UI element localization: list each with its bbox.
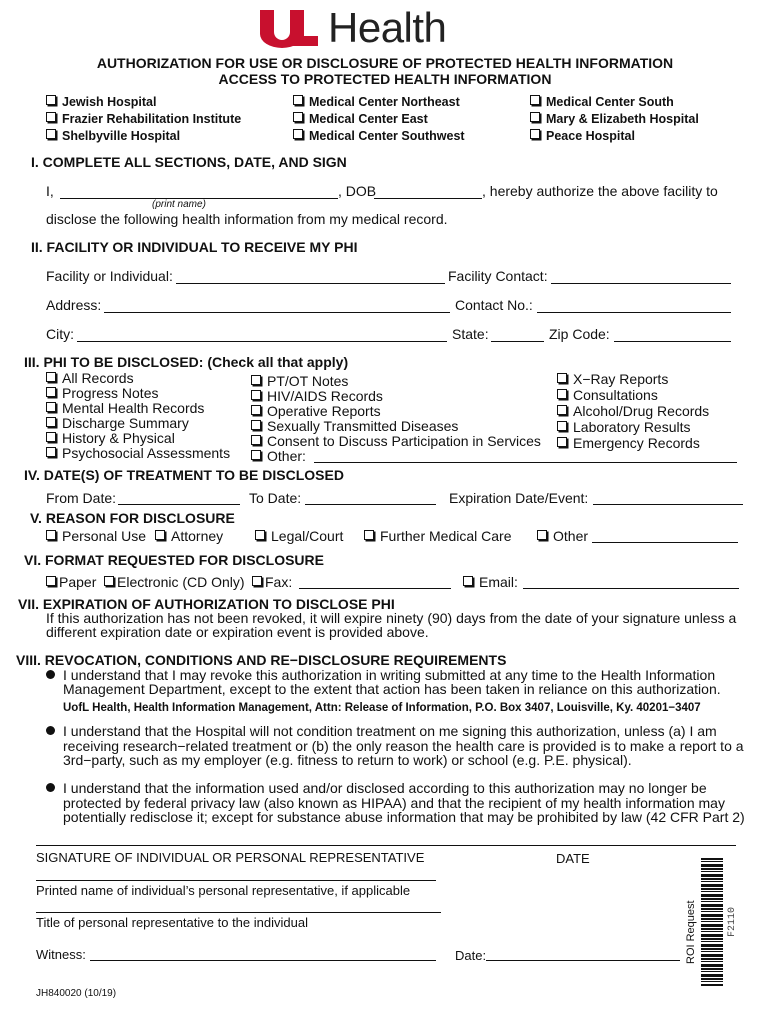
from-date-label: From Date:	[46, 490, 117, 506]
format-email[interactable]: Email:	[463, 574, 518, 590]
checkbox-icon[interactable]	[251, 450, 261, 460]
facility-option[interactable]: Mary & Elizabeth Hospital	[530, 111, 699, 128]
phi-option[interactable]: History & Physical	[46, 431, 230, 446]
facility-column-2	[293, 94, 465, 145]
reason-option[interactable]: Attorney	[155, 528, 223, 544]
checkbox-icon[interactable]	[46, 402, 56, 412]
section-7-heading: VII. EXPIRATION OF AUTHORIZATION TO DISCLOSE PHI	[18, 596, 395, 612]
expiration-text-line2: different expiration date or expiration event is provided above.	[46, 624, 429, 640]
signature-field[interactable]	[36, 845, 736, 846]
barcode-icon	[701, 858, 723, 986]
printed-name-field[interactable]	[36, 880, 436, 881]
checkbox-icon[interactable]	[557, 421, 567, 431]
checkbox-icon[interactable]	[155, 530, 165, 540]
facility-column-1	[46, 94, 241, 145]
section-4-heading: IV. DATE(S) OF TREATMENT TO BE DISCLOSED	[24, 467, 344, 483]
phi-option[interactable]: Mental Health Records	[46, 401, 230, 416]
facility-contact-field[interactable]	[551, 283, 731, 284]
signature-label: SIGNATURE OF INDIVIDUAL OR PERSONAL REPRESENTATIVE	[36, 850, 425, 865]
phi-column-2	[251, 374, 541, 464]
checkbox-icon[interactable]	[364, 530, 374, 540]
phi-option[interactable]: Other:	[251, 449, 541, 464]
state-label: State:	[452, 326, 489, 342]
checkbox-icon[interactable]	[46, 112, 56, 122]
phi-option[interactable]: PT/OT Notes	[251, 374, 541, 389]
facility-option[interactable]: Jewish Hospital	[46, 94, 241, 111]
checkbox-icon[interactable]	[46, 432, 56, 442]
phi-option[interactable]: Alcohol/Drug Records	[557, 403, 709, 419]
phi-option[interactable]: Discharge Summary	[46, 416, 230, 431]
svg-text:OF: OF	[275, 31, 287, 40]
format-fax[interactable]: Fax:	[252, 574, 292, 590]
contact-no-field[interactable]	[537, 312, 731, 313]
address-label: Address:	[46, 297, 102, 313]
checkbox-icon[interactable]	[530, 129, 540, 139]
phi-column-1	[46, 371, 230, 461]
representative-title-field[interactable]	[36, 912, 441, 913]
format-electronic[interactable]: Electronic (CD Only)	[104, 574, 245, 590]
checkbox-icon[interactable]	[255, 530, 265, 540]
witness-date-field[interactable]	[486, 960, 680, 961]
checkbox-icon[interactable]	[252, 576, 262, 586]
printed-name-label: Printed name of individual’s personal representative, if applicable	[36, 883, 411, 898]
checkbox-icon[interactable]	[46, 372, 56, 382]
checkbox-icon[interactable]	[463, 576, 473, 586]
checkbox-icon[interactable]	[537, 530, 547, 540]
section-3-heading: III. PHI TO BE DISCLOSED: (Check all that apply)	[24, 354, 349, 370]
phi-option[interactable]: Emergency Records	[557, 435, 709, 451]
him-address: UofL Health, Health Information Management, Attn: Release of Information, P.O. Box 3407, Louisville, Ky. 40201−3407	[63, 702, 701, 714]
phi-option[interactable]: All Records	[46, 371, 230, 386]
checkbox-icon[interactable]	[251, 420, 261, 430]
facility-option[interactable]: Medical Center Northeast	[293, 94, 465, 111]
to-date-label: To Date:	[249, 490, 302, 506]
checkbox-icon[interactable]	[251, 405, 261, 415]
dob-label: , DOB	[338, 183, 377, 199]
phi-option[interactable]: Laboratory Results	[557, 419, 709, 435]
i-label: I,	[46, 183, 54, 199]
checkbox-icon[interactable]	[46, 417, 56, 427]
redisclosure-bullet-3: I understand that the information used and/or disclosed according to this authorization may no longer be	[46, 780, 707, 796]
phi-option[interactable]: Operative Reports	[251, 404, 541, 419]
phi-option[interactable]: X−Ray Reports	[557, 371, 709, 387]
phi-option[interactable]: Psychosocial Assessments	[46, 446, 230, 461]
checkbox-icon[interactable]	[293, 112, 303, 122]
checkbox-icon[interactable]	[46, 387, 56, 397]
checkbox-icon[interactable]	[557, 405, 567, 415]
phi-option[interactable]: Consultations	[557, 387, 709, 403]
facility-option[interactable]: Peace Hospital	[530, 128, 699, 145]
authorize-text: , hereby authorize the above facility to	[482, 183, 718, 199]
facility-option[interactable]: Medical Center East	[293, 111, 465, 128]
state-field[interactable]	[491, 341, 544, 342]
reason-other-field[interactable]	[592, 542, 738, 543]
facility-column-3	[530, 94, 699, 145]
contact-no-label: Contact No.:	[455, 297, 533, 313]
phi-option[interactable]: Consent to Discuss Participation in Services	[251, 434, 541, 449]
city-label: City:	[46, 326, 74, 342]
phi-option[interactable]: Sexually Transmitted Diseases	[251, 419, 541, 434]
reason-option[interactable]: Other	[537, 528, 588, 544]
expiration-text-line1: If this authorization has not been revoked, it will expire ninety (90) days from the date of your signature unless a	[46, 610, 737, 626]
uofl-logo-mark	[258, 8, 320, 48]
checkbox-icon[interactable]	[104, 576, 114, 586]
dob-field[interactable]	[374, 198, 482, 199]
witness-label: Witness:	[36, 947, 86, 962]
checkbox-icon[interactable]	[530, 112, 540, 122]
checkbox-icon[interactable]	[557, 373, 567, 383]
representative-title-label: Title of personal representative to the individual	[36, 915, 308, 930]
section-1-heading: I. COMPLETE ALL SECTIONS, DATE, AND SIGN	[31, 154, 347, 170]
section-8-heading: VIII. REVOCATION, CONDITIONS AND RE−DISCLOSURE REQUIREMENTS	[16, 652, 507, 668]
revocation-bullet-1: I understand that I may revoke this authorization in writing submitted at any time to the Health Information	[46, 667, 715, 683]
facility-option[interactable]: Shelbyville Hospital	[46, 128, 241, 145]
bullet-icon	[46, 670, 55, 679]
witness-field[interactable]	[90, 960, 436, 961]
signature-date-label: DATE	[556, 851, 590, 866]
phi-other-field[interactable]	[314, 462, 737, 463]
from-date-field[interactable]	[118, 504, 240, 505]
facility-option[interactable]: Medical Center South	[530, 94, 699, 111]
logo-text: Health	[328, 4, 447, 51]
form-title: AUTHORIZATION FOR USE OR DISCLOSURE OF PROTECTED HEALTH INFORMATION	[96, 55, 674, 71]
checkbox-icon[interactable]	[293, 129, 303, 139]
reason-option[interactable]: Personal Use	[46, 528, 146, 544]
checkbox-icon[interactable]	[46, 447, 56, 457]
form-code: F2110	[727, 906, 738, 937]
expiration-label: Expiration Date/Event:	[449, 490, 589, 506]
checkbox-icon[interactable]	[251, 435, 261, 445]
fax-field[interactable]	[299, 588, 451, 589]
phi-option[interactable]: HIV/AIDS Records	[251, 389, 541, 404]
print-name-caption: (print name)	[152, 199, 206, 210]
format-paper[interactable]: Paper	[46, 574, 96, 590]
checkbox-icon[interactable]	[293, 95, 303, 105]
condition-bullet-2-cont2: 3rd−party, such as my employer (e.g. fitness to return to work) or school (e.g. P.E. physical).	[63, 752, 632, 768]
condition-bullet-2-cont1: receiving research−related treatment or (b) the only reason the health care is provided is to make a report to a	[63, 738, 744, 754]
bullet-icon	[46, 783, 55, 792]
zip-field[interactable]	[614, 341, 731, 342]
phi-option[interactable]: Progress Notes	[46, 386, 230, 401]
redisclosure-bullet-3-cont1: protected by federal privacy law (also known as HIPAA) and that the recipient of my health information may	[63, 795, 725, 811]
section-6-heading: VI. FORMAT REQUESTED FOR DISCLOSURE	[24, 552, 324, 568]
reason-option[interactable]: Legal/Court	[255, 528, 343, 544]
checkbox-icon[interactable]	[46, 129, 56, 139]
section-2-heading: II. FACILITY OR INDIVIDUAL TO RECEIVE MY PHI	[31, 239, 358, 255]
facility-option[interactable]: Medical Center Southwest	[293, 128, 465, 145]
checkbox-icon[interactable]	[46, 576, 56, 586]
form-number: JH840020 (10/19)	[36, 988, 117, 999]
form-subtitle: ACCESS TO PROTECTED HEALTH INFORMATION	[218, 71, 552, 87]
condition-bullet-2: I understand that the Hospital will not condition treatment on me signing this authorization, unless (a) I am	[46, 723, 717, 739]
witness-date-label: Date:	[455, 948, 487, 963]
facility-individual-field[interactable]	[176, 283, 445, 284]
revocation-bullet-1-cont: Management Department, except to the extent that action has been taken in reliance on this authorization.	[63, 681, 721, 697]
disclose-text: disclose the following health information from my medical record.	[46, 211, 448, 227]
city-field[interactable]	[77, 341, 447, 342]
checkbox-icon[interactable]	[557, 437, 567, 447]
checkbox-icon[interactable]	[557, 389, 567, 399]
bullet-icon	[46, 726, 55, 735]
email-field[interactable]	[523, 588, 739, 589]
reason-option[interactable]: Further Medical Care	[364, 528, 512, 544]
checkbox-icon[interactable]	[530, 95, 540, 105]
zip-label: Zip Code:	[549, 326, 610, 342]
facility-individual-label: Facility or Individual:	[46, 268, 173, 284]
address-field[interactable]	[104, 312, 450, 313]
expiration-field[interactable]	[593, 504, 743, 505]
section-5-heading: V. REASON FOR DISCLOSURE	[30, 510, 235, 526]
checkbox-icon[interactable]	[251, 390, 261, 400]
checkbox-icon[interactable]	[46, 95, 56, 105]
to-date-field[interactable]	[305, 504, 436, 505]
redisclosure-bullet-3-cont2: potentially redisclose it; except for substance abuse information that may be prohibited by law (42 CFR Part 2)	[63, 809, 745, 825]
phi-column-3	[557, 371, 709, 451]
facility-contact-label: Facility Contact:	[448, 268, 548, 284]
facility-option[interactable]: Frazier Rehabilitation Institute	[46, 111, 241, 128]
checkbox-icon[interactable]	[251, 375, 261, 385]
roi-request-label: ROI Request	[685, 900, 697, 964]
checkbox-icon[interactable]	[46, 530, 56, 540]
